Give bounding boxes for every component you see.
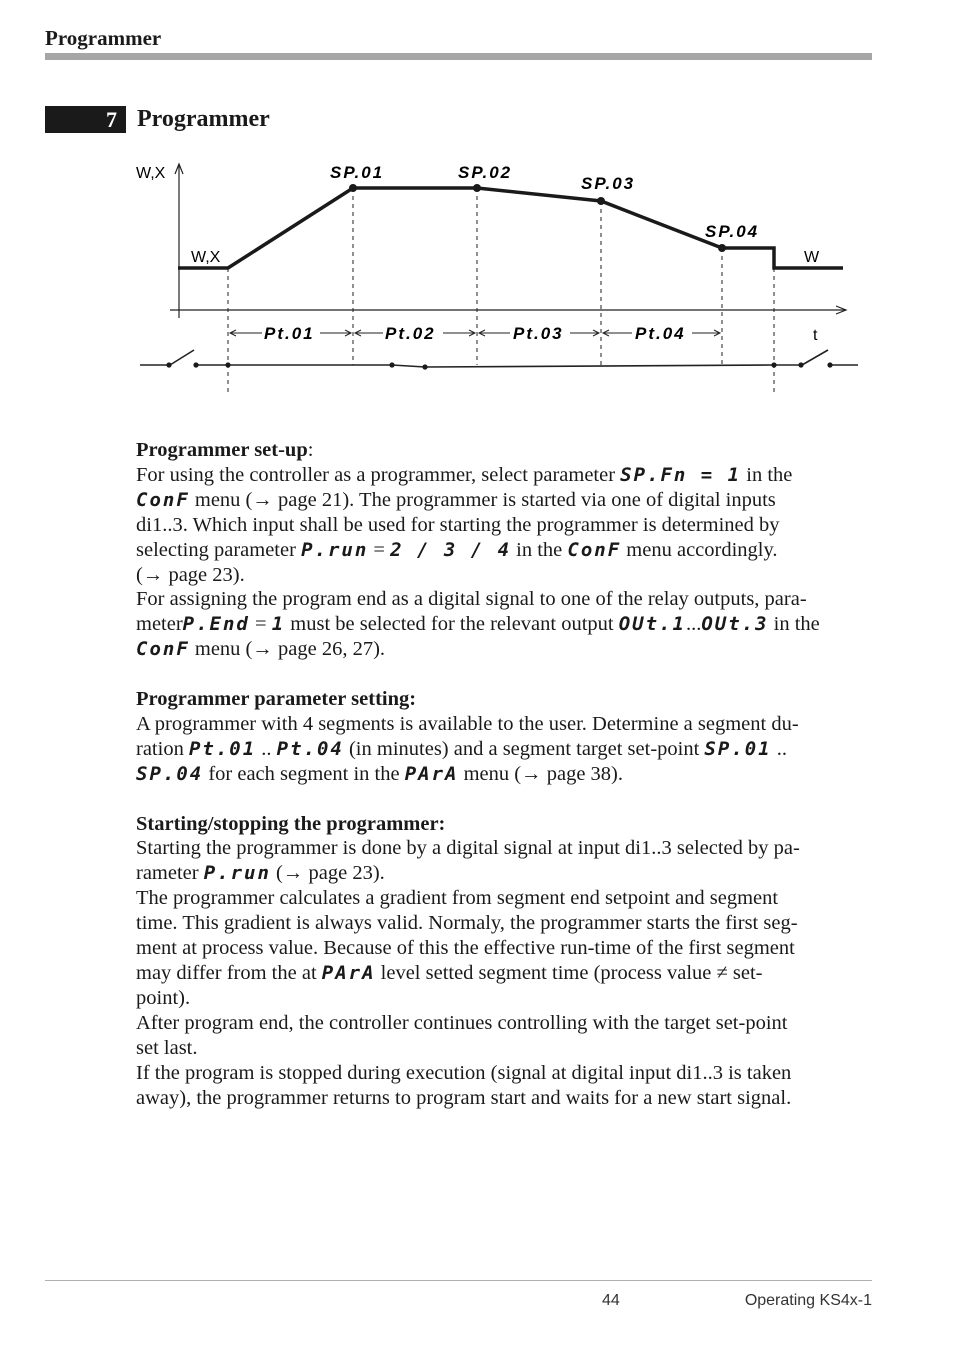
label-sp04: SP.04	[705, 222, 760, 241]
segment-dividers	[228, 188, 774, 395]
point-sp01	[349, 184, 357, 192]
param-prun: P.run	[301, 538, 369, 561]
header-rule	[45, 53, 872, 60]
param-spfn: SP.Fn = 1	[620, 463, 742, 486]
label-sp03: SP.03	[581, 174, 636, 193]
time-label: t	[813, 327, 818, 344]
running-title: Programmer	[45, 26, 162, 50]
param-pend: P.End	[182, 613, 250, 636]
chapter-number: 7	[45, 106, 126, 133]
menu-conf: ConF	[136, 488, 190, 511]
label-sp02: SP.02	[458, 163, 513, 182]
menu-para: PArA	[404, 762, 459, 785]
chapter-heading	[45, 106, 270, 133]
point-sp03	[597, 197, 605, 205]
startstop-heading: Starting/stopping the programmer:	[136, 812, 446, 835]
body-text: Programmer set-up: For using the controller as a programmer, select parameter SP.Fn = 1 in the ConF menu (→ page 21). The programmer is started via one of digital inputs di1..3. Which input shall be used for starting the programmer is determined by selecting parameter P.run = 2 / 3 / 4 in the ConF menu accordingly. (→ page 23). For assigning the program end as a digital signal to one of the relay outputs, para- meterP.End = 1 must be selected for the relevant output OUt.1...OUt.3 in the ConF menu (→ page 26, 27). Programmer parameter setting: A programmer with 4 segments is available to the user. Determine a segment du- ration Pt.01 .. Pt.04 (in minutes) and a segment target set-point SP.01 .. SP.04 for each segment in the PArA menu (→ page 38). Starting/stopping the programmer: Starting the programmer is done by a digital signal at input di1..3 selected by pa- rameter P.run (→ page 23). The programmer calculates a gradient from segment end setpoint and segment time. This gradient is always valid. Normaly, the programmer starts the first seg- ment at process value. Because of this the effective run-time of the first segment may differ from the at PArA level setted segment time (process value ≠ set- point). After program end, the controller continues controlling with the target set-point set last. If the program is stopped during execution (signal at digital input di1..3 is taken away), the programmer returns to program start and waits for a new start signal.	[136, 438, 876, 1110]
label-pt02: Pt.02	[385, 324, 436, 343]
digital-input-signal	[140, 350, 858, 367]
footer-rule	[45, 1280, 872, 1281]
setup-heading: Programmer set-up	[136, 439, 308, 461]
y-axis-label: W,X	[136, 165, 166, 182]
label-sp01: SP.01	[330, 163, 385, 182]
label-pt03: Pt.03	[513, 324, 564, 343]
params-heading: Programmer parameter setting:	[136, 688, 417, 711]
programmer-diagram	[130, 150, 870, 400]
label-pt04: Pt.04	[635, 324, 686, 343]
label-pt01: Pt.01	[264, 324, 315, 343]
point-sp02	[473, 184, 481, 192]
point-sp04	[718, 244, 726, 252]
document-name: Operating KS4x-1	[744, 1292, 872, 1309]
chapter-title: Programmer	[137, 106, 270, 132]
start-label: W,X	[191, 249, 221, 266]
end-label: W	[804, 249, 820, 266]
page-number: 44	[602, 1292, 620, 1309]
end-switch-open	[802, 350, 828, 365]
start-switch-open	[170, 350, 194, 365]
